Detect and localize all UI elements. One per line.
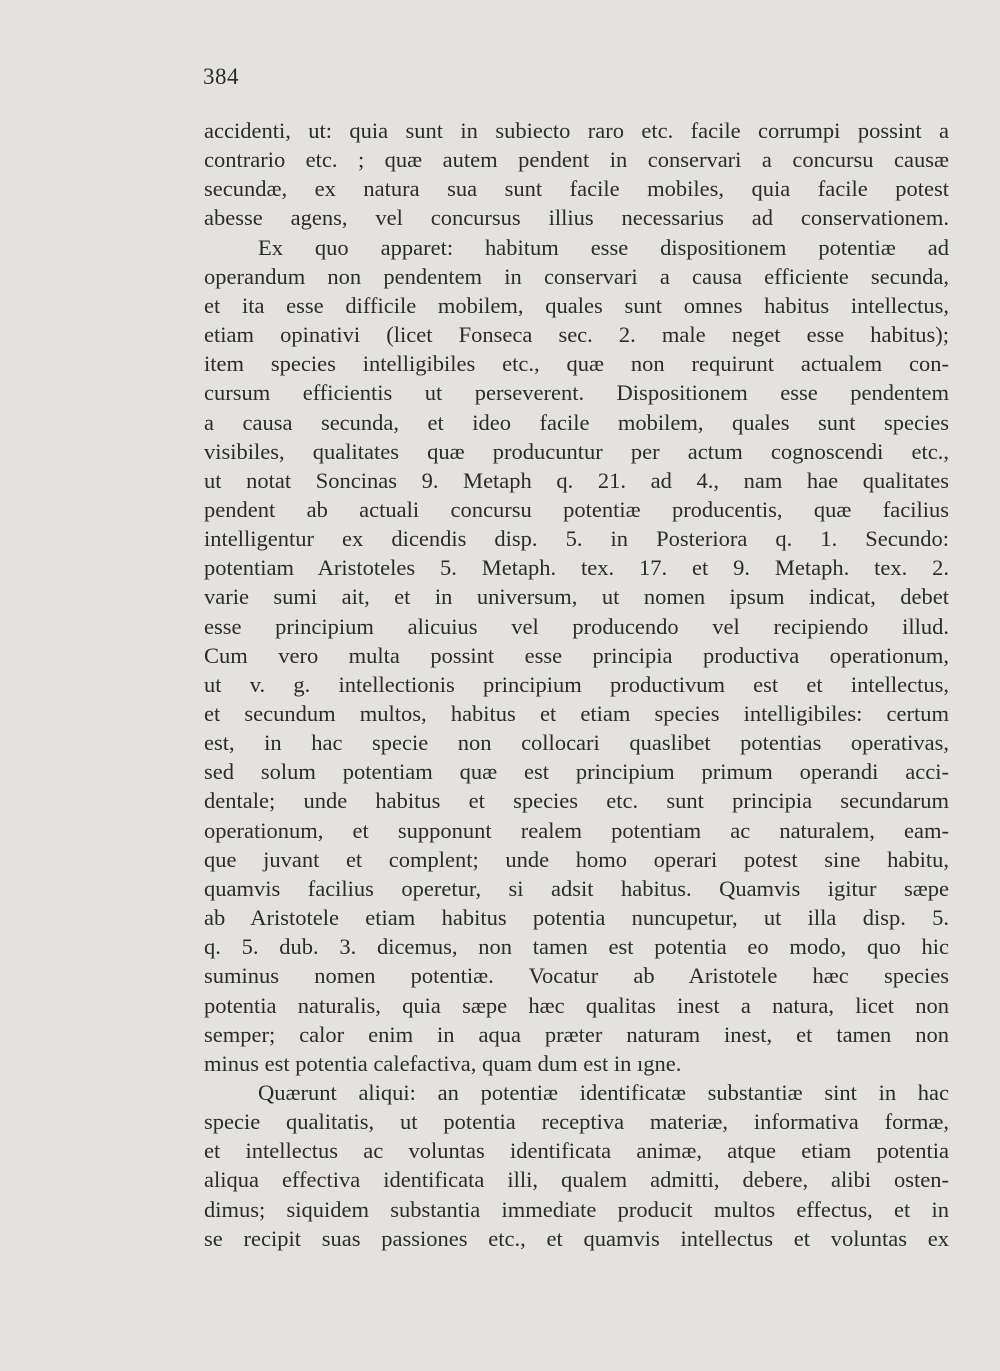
- text-line: potentia naturalis, quia sæpe hæc qualitas inest a natura, licet non: [204, 992, 949, 1018]
- page-number: 384: [203, 64, 239, 89]
- text-line: sed solum potentiam quæ est principium primum operandi acci-: [204, 759, 949, 785]
- text-line: suminus nomen potentiæ. Vocatur ab Aristotele hæc species: [204, 963, 949, 989]
- text-line: Ex quo apparet: habitum esse dispositionem potentiæ ad: [258, 234, 949, 260]
- text-line: a causa secunda, et ideo facile mobilem, quales sunt species: [204, 409, 949, 435]
- text-line: etiam opinativi (licet Fonseca sec. 2. male neget esse habitus);: [204, 322, 949, 347]
- text-line: ut v. g. intellectionis principium productivum est et intellectus,: [204, 671, 949, 697]
- text-line: intelligentur ex dicendis disp. 5. in Posteriora q. 1. Secundo:: [204, 526, 949, 552]
- text-line: esse principium alicuius vel producendo vel recipiendo illud.: [204, 613, 949, 639]
- text-line: que juvant et complent; unde homo operari potest sine habitu,: [204, 846, 949, 872]
- text-line: et ita esse difficile mobilem, quales sunt omnes habitus intellectus,: [204, 292, 949, 318]
- text-line: accidenti, ut: quia sunt in subiecto raro etc. facile corrumpi possint a: [204, 118, 949, 143]
- text-line: ut notat Soncinas 9. Metaph q. 21. ad 4., nam hae qualitates: [204, 467, 949, 493]
- text-line: Quærunt aliqui: an potentiæ identificatæ substantiæ sint in hac: [258, 1079, 949, 1105]
- text-line: ab Aristotele etiam habitus potentia nuncupetur, ut illa disp. 5.: [204, 905, 949, 930]
- text-line: quamvis facilius operetur, si adsit habitus. Quamvis igitur sæpe: [204, 875, 949, 901]
- text-line: et secundum multos, habitus et etiam species intelligibiles: certum: [204, 701, 949, 726]
- text-line: specie qualitatis, ut potentia receptiva materiæ, informativa formæ,: [204, 1109, 949, 1135]
- text-line: contrario etc. ; quæ autem pendent in conservari a concursu causæ: [204, 147, 949, 173]
- text-line: dimus; siquidem substantia immediate producit multos effectus, et in: [204, 1196, 949, 1222]
- text-line: aliqua effectiva identificata illi, qualem admitti, debere, alibi osten-: [204, 1167, 949, 1193]
- text-line: secundæ, ex natura sua sunt facile mobiles, quia facile potest: [204, 176, 949, 202]
- text-line: et intellectus ac voluntas identificata animæ, atque etiam potentia: [204, 1138, 949, 1164]
- text-line: varie sumi ait, et in universum, ut nomen ipsum indicat, debet: [204, 584, 949, 610]
- text-line: abesse agens, vel concursus illius necessarius ad conservationem.: [204, 205, 949, 231]
- text-line: item species intelligibiles etc., quæ non requirunt actualem con-: [204, 351, 949, 377]
- text-line: est, in hac specie non collocari quaslibet potentias operativas,: [204, 730, 949, 756]
- text-line: operationum, et supponunt realem potentiam ac naturalem, eam-: [204, 817, 949, 843]
- text-line: pendent ab actuali concursu potentiæ producentis, quæ facilius: [204, 496, 949, 522]
- text-line: minus est potentia calefactiva, quam dum est in ıgne.: [204, 1050, 682, 1076]
- text-line: q. 5. dub. 3. dicemus, non tamen est potentia eo modo, quo hic: [204, 934, 949, 960]
- text-line: cursum efficientis ut perseverent. Dispositionem esse pendentem: [204, 380, 949, 406]
- text-line: semper; calor enim in aqua præter naturam inest, et tamen non: [204, 1021, 949, 1047]
- text-line: operandum non pendentem in conservari a causa efficiente secunda,: [204, 263, 949, 289]
- text-line: potentiam Aristoteles 5. Metaph. tex. 17. et 9. Metaph. tex. 2.: [204, 555, 949, 581]
- text-line: dentale; unde habitus et species etc. sunt principia secundarum: [204, 788, 949, 814]
- text-line: se recipit suas passiones etc., et quamvis intellectus et voluntas ex: [204, 1225, 949, 1251]
- text-line: Cum vero multa possint esse principia productiva operationum,: [204, 642, 949, 668]
- text-line: visibiles, qualitates quæ producuntur per actum cognoscendi etc.,: [204, 438, 949, 464]
